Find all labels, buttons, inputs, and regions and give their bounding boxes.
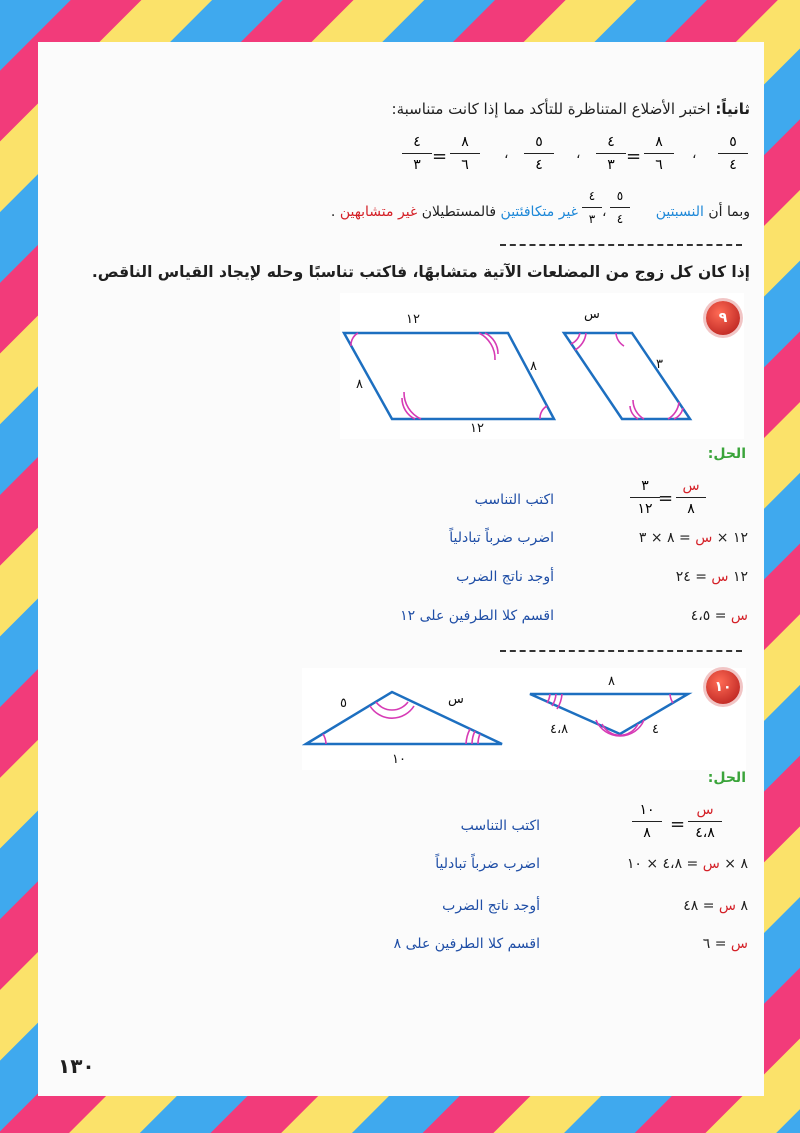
p9-solution-label: الحل: — [707, 446, 746, 462]
conclusion-part-1: وبما أن النسبتين — [655, 204, 750, 220]
p10-label-5: ٥ — [340, 696, 347, 711]
p10-frac-left: س ٤،٨ — [688, 802, 722, 841]
page-number: ١٣٠ — [58, 1054, 95, 1078]
p9-label-top: ١٢ — [406, 312, 420, 327]
p10-step-1-desc: اكتب التناسب — [460, 818, 540, 834]
p10-step-2-eq: ٨ × س = ٤،٨ × ١٠ — [626, 856, 748, 872]
p9-step-4-desc: اقسم كلا الطرفين على ١٢ — [400, 608, 554, 624]
problem-10-figure — [302, 668, 746, 770]
p9-label-right: ٨ — [530, 359, 537, 374]
p9-frac-right: ٣ ١٢ — [630, 478, 660, 517]
fraction-1: ٥ ٤ — [718, 134, 748, 173]
comma-3: ، — [504, 146, 509, 162]
divider-2 — [500, 650, 742, 652]
p9-step-3-desc: أوجد ناتج الضرب — [456, 569, 554, 585]
equals-2: = — [432, 146, 448, 167]
p10-step-3-eq: ٨ س = ٤٨ — [683, 898, 748, 914]
fraction-5: ٨ ٦ — [450, 134, 480, 173]
p9-label-bottom: ١٢ — [470, 421, 484, 436]
instruction-text: إذا كان كل زوج من المضلعات الآتية متشابهًا، فاكتب تناسبًا وحله لإيجاد القياس الناقص. — [91, 263, 750, 281]
p10-label-8: ٨ — [608, 674, 615, 689]
p9-step-2-eq: ١٢ × س = ٨ × ٣ — [638, 530, 748, 546]
comma-1: ، — [692, 146, 697, 162]
p10-step-4-desc: اقسم كلا الطرفين على ٨ — [393, 936, 540, 952]
fraction-2: ٨ ٦ — [644, 134, 674, 173]
problem-9-figure — [340, 293, 744, 439]
fraction-3: ٤ ٣ — [596, 134, 626, 173]
p10-label-10: ١٠ — [392, 752, 406, 767]
comma-2: ، — [576, 146, 581, 162]
p10-frac-right: ١٠ ٨ — [632, 802, 662, 841]
p10-label-4: ٤ — [652, 722, 659, 737]
p10-step-4-eq: س = ٦ — [702, 936, 748, 952]
p9-frac-left: س ٨ — [676, 478, 706, 517]
p10-label-x: س — [448, 692, 464, 707]
divider-1 — [500, 244, 742, 246]
p9-label-x: س — [584, 307, 600, 322]
p9-step-1-desc: اكتب التناسب — [474, 492, 554, 508]
conclusion-fraction-b: ٤ ٣ — [582, 188, 602, 227]
p9-step-4-eq: س = ٤،٥ — [690, 608, 748, 624]
p9-step-3-eq: ١٢ س = ٢٤ — [675, 569, 748, 585]
conclusion-fraction-a: ٥ ٤ — [610, 188, 630, 227]
p10-step-3-desc: أوجد ناتج الضرب — [442, 898, 540, 914]
problem-10-badge: ١٠ — [706, 670, 740, 704]
section-heading: ثانياً: اختبر الأضلاع المتناظرة للتأكد مما إذا كانت متناسبة: — [391, 100, 750, 118]
p10-step-2-desc: اضرب ضرباً تبادلياً — [435, 856, 540, 872]
conclusion-comma: ، — [602, 204, 607, 220]
fraction-6: ٤ ٣ — [402, 134, 432, 173]
equals-1: = — [626, 146, 642, 167]
p9-frac-eq: = — [658, 488, 674, 509]
p9-label-3: ٣ — [656, 357, 663, 372]
p10-solution-label: الحل: — [707, 770, 746, 786]
p9-label-left: ٨ — [356, 377, 363, 392]
conclusion-part-2: غير متكافئتين فالمستطيلان غير متشابهين . — [330, 204, 578, 220]
p10-frac-eq: = — [670, 814, 686, 835]
p9-step-2-desc: اضرب ضرباً تبادلياً — [449, 530, 554, 546]
fraction-4: ٥ ٤ — [524, 134, 554, 173]
p10-label-4-8: ٤،٨ — [550, 722, 569, 737]
problem-9-badge: ٩ — [706, 301, 740, 335]
